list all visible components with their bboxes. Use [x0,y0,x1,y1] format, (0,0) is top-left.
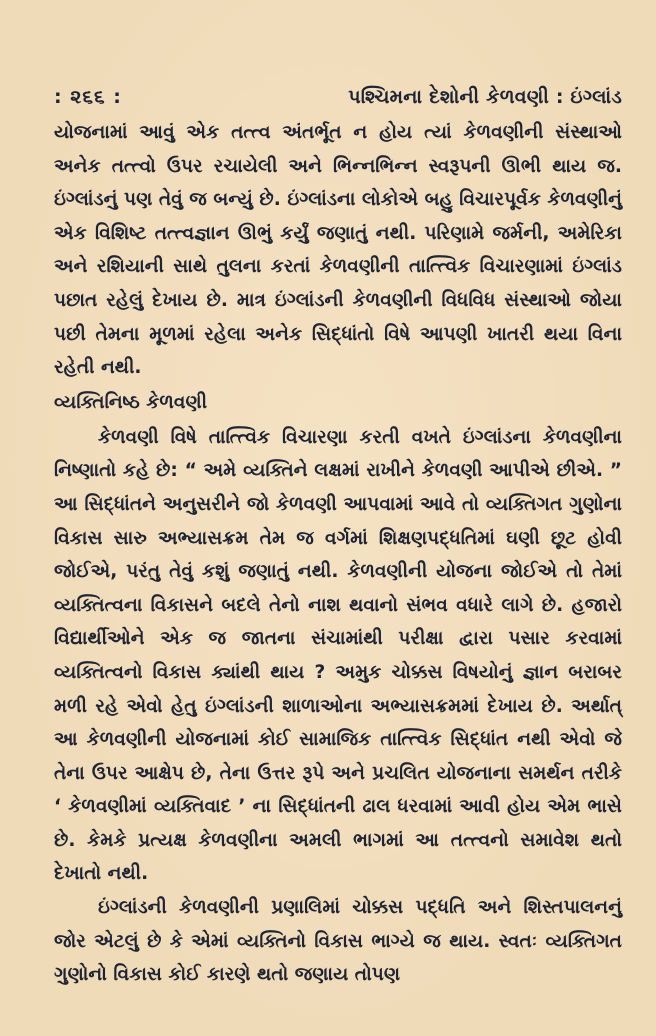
body-text [54,116,622,992]
section-heading: વ્યક્તિનિષ્ઠ કેળવણી [54,391,208,413]
paragraph-2: ઇંગ્લાંડની કેળવણીની પ્રણાલિમાં ચોક્કસ પદ્ધતિ અને શિસ્તપાલનનું જોર એટલું છે કે એમાં વ્યક્તિનો વિકાસ ભાગ્યે જ થાય. સ્વતઃ વ્યક્તિગત ગુણોનો વિકાસ કોઈ કારણે થતો જણાય તોપણ [54,897,622,986]
intro-paragraph: યોજનામાં આવું એક તત્ત્વ અંતર્ભૂત ન હોય ત્યાં કેળવણીની સંસ્થાઓ અનેક તત્ત્વો ઉપર રચાયેલી અને ભિન્નભિન્ન સ્વરૂપની ઊભી થાય જ. ઇંગ્લાંડનું પણ તેવું જ બન્યું છે. ઇંગ્લાંડના લોકોએ બહુ વિચારપૂર્વક કેળવણીનું એક વિશિષ્ટ તત્ત્વજ્ઞાન ઊભું કર્યું જણાતું નથી. પરિણામે જર્મની, અમેરિકા અને રશિયાની સાથે તુલના કરતાં કેળવણીની તાત્ત્વિક વિચારણામાં ઇંગ્લાંડ પછાત રહેલું દેખાય છે. માત્ર ઇંગ્લાંડની કેળવણીની વિધવિધ સંસ્થાઓ જોયા પછી તેમના મૂળમાં રહેલા અનેક સિદ્ધાંતો વિષે આપણી ખાતરી થયા વિના રહેતી નથી. [54,122,622,379]
chapter-title: પશ્ચિમના દેશોની કેળવણી : ઇંગ્લાંડ [348,86,622,108]
paragraph-1: કેળવણી વિષે તાત્ત્વિક વિચારણા કરતી વખતે ઇંગ્લાંડના કેળવણીના નિષ્ણાતો કહે છે: “ અમે વ્યક્તિને લક્ષમાં રાખીને કેળવણી આપીએ છીએ. ” આ સિદ્ધાંતને અનુસરીને જો કેળવણી આપવામાં આવે તો વ્યક્તિગત ગુણોના વિકાસ સારુ અભ્યાસક્રમ તેમ જ વર્ગમાં શિક્ષણપદ્ધતિમાં ઘણી છૂટ હોવી જોઈએ, પરંતુ તેવું કશું જણાતું નથી. કેળવણીની યોજના જોઈએ તો તેમાં વ્યક્તિત્વના વિકાસને બદલે તેનો નાશ થવાનો સંભવ વધારે લાગે છે. હજારો વિદ્યાર્થીઓને એક જ જાતના સંચામાંથી પરીક્ષા દ્વારા પસાર કરવામાં વ્યક્તિત્વનો વિકાસ ક્યાંથી થાય ? અમુક ચોક્કસ વિષયોનું જ્ઞાન બરાબર મળી રહે એવો હેતુ ઇંગ્લાંડની શાળાઓના અભ્યાસક્રમમાં દેખાય છે. અર્થાત્ આ કેળવણીની યોજનામાં કોઈ સામાજિક તાત્ત્વિક સિદ્ધાંત નથી એવો જે તેના ઉપર આક્ષેપ છે, તેના ઉત્તર રૂપે અને પ્રચલિત યોજનાના સમર્થન તરીકે ‘ કેળવણીમાં વ્યક્તિવાદ ’ ના સિદ્ધાંતની ઢાલ ધરવામાં આવી હોય એમ ભાસે છે. કેમકે પ્રત્યક્ષ કેળવણીના અમલી ભાગમાં આ તત્ત્વનો સમાવેશ થતો દેખાતો નથી. [54,426,622,885]
page-number: : ૨૬૬ : [54,86,122,108]
running-header [54,86,622,116]
